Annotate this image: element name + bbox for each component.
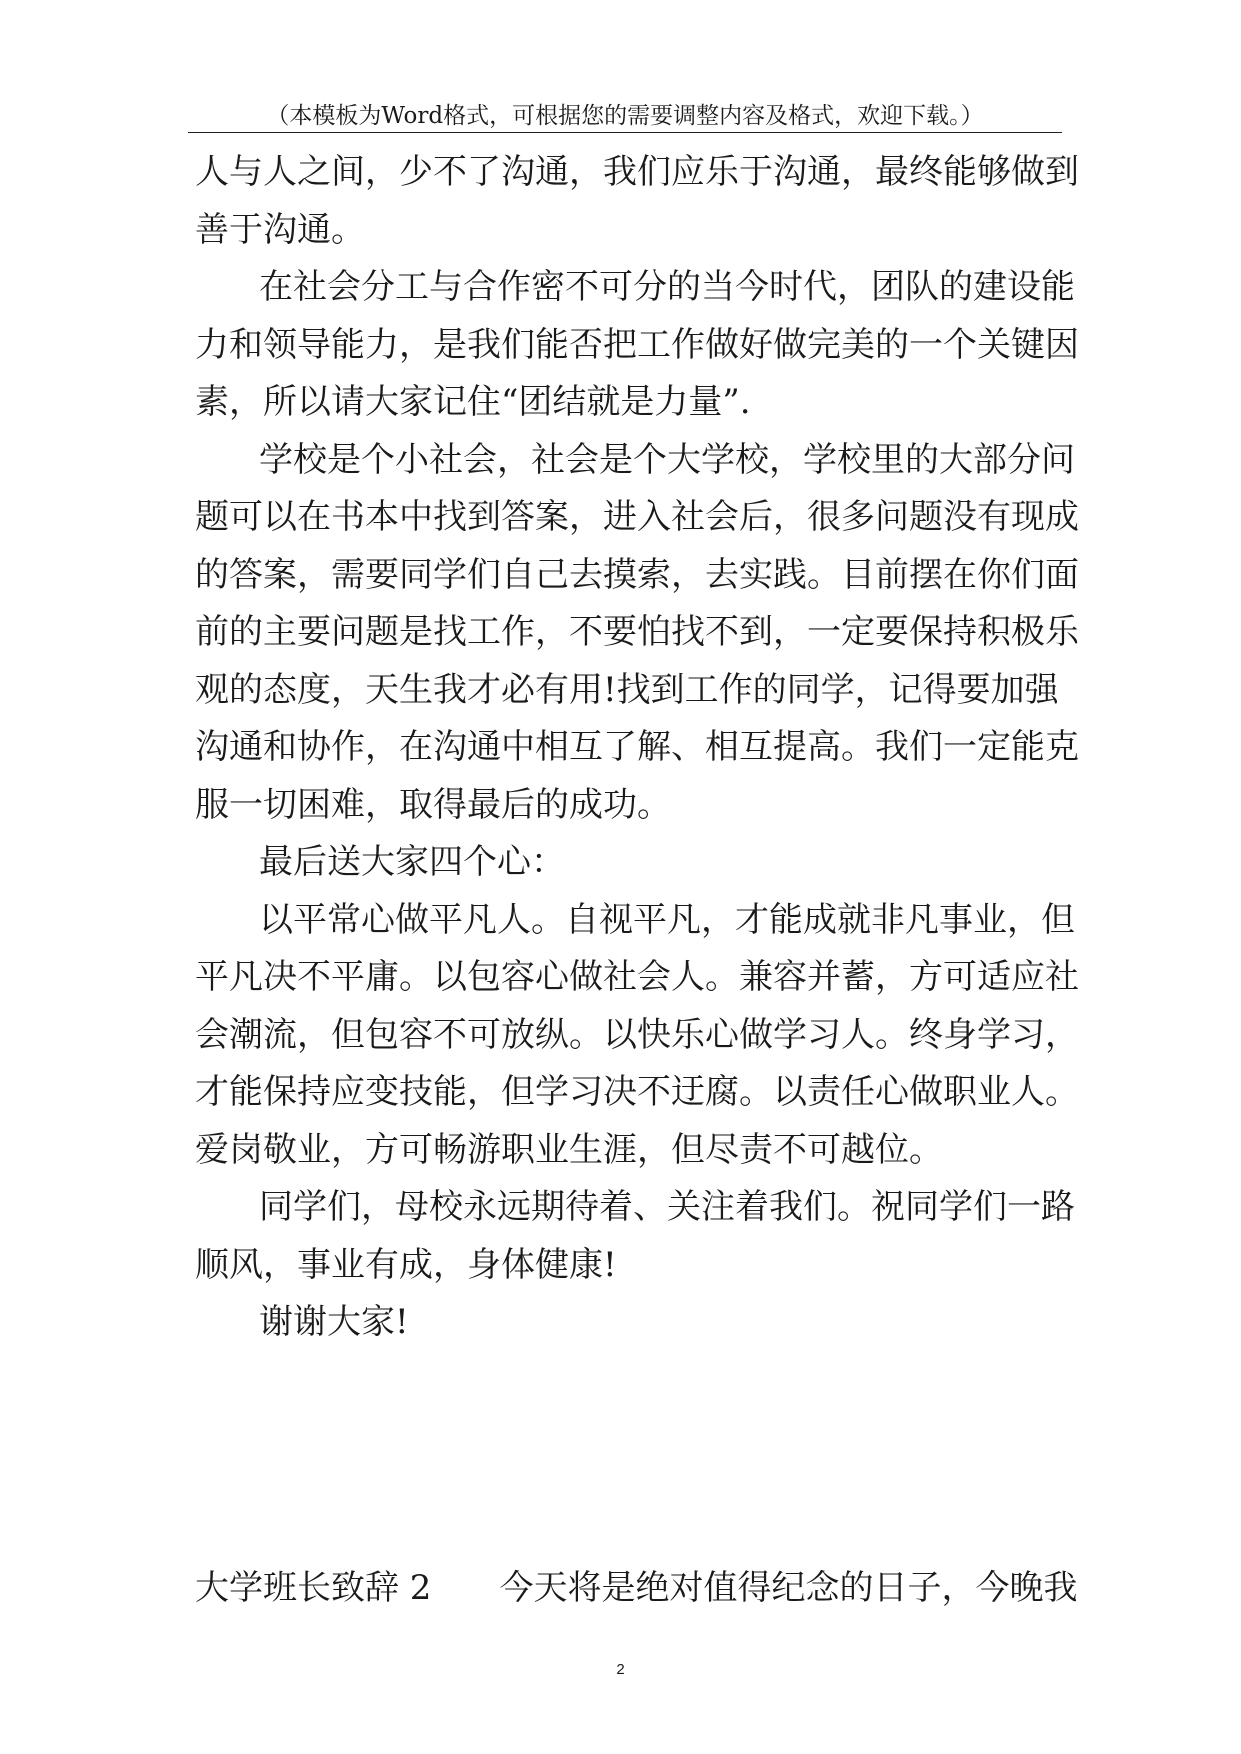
paragraph-first-line: 同学们，母校永远期待着、关注着我们。祝同学们一路 <box>259 1187 1075 1227</box>
paragraph-first-line: 学校是个小社会，社会是个大学校，学校里的大部分问 <box>259 440 1075 480</box>
body-line: 平凡决不平庸。以包容心做社会人。兼容并蓄，方可适应社 <box>195 957 1079 997</box>
template-note-header: （本模板为Word格式，可根据您的需要调整内容及格式，欢迎下载。） <box>266 103 984 129</box>
body-line: 人与人之间，少不了沟通，我们应乐于沟通，最终能够做到 <box>195 152 1079 192</box>
section-title: 大学班长致辞 2 <box>195 1568 432 1608</box>
body-line: 善于沟通。 <box>195 210 365 250</box>
section-heading-line <box>195 1563 1077 1613</box>
body-line: 顺风，事业有成，身体健康! <box>195 1245 617 1285</box>
body-line: 前的主要问题是找工作，不要怕找不到，一定要保持积极乐 <box>195 612 1079 652</box>
body-line: 才能保持应变技能，但学习决不迂腐。以责任心做职业人。 <box>195 1072 1079 1112</box>
body-line: 题可以在书本中找到答案，进入社会后，很多问题没有现成 <box>195 497 1079 537</box>
body-line: 爱岗敬业，方可畅游职业生涯，但尽责不可越位。 <box>195 1130 943 1170</box>
body-line: 观的态度，天生我才必有用!找到工作的同学，记得要加强 <box>195 670 1059 710</box>
body-line: 素，所以请大家记住“团结就是力量”. <box>195 382 751 422</box>
paragraph-first-line: 以平常心做平凡人。自视平凡，才能成就非凡事业，但 <box>259 900 1075 940</box>
paragraph-first-line: 最后送大家四个心： <box>259 842 565 882</box>
body-line: 力和领导能力，是我们能否把工作做好做完美的一个关键因 <box>195 325 1079 365</box>
paragraph-first-line: 谢谢大家! <box>259 1302 409 1342</box>
body-line: 会潮流，但包容不可放纵。以快乐心做学习人。终身学习， <box>195 1015 1079 1055</box>
page-number: 2 <box>616 1661 625 1678</box>
body-line: 服一切困难，取得最后的成功。 <box>195 785 671 825</box>
body-line: 沟通和协作，在沟通中相互了解、相互提高。我们一定能克 <box>195 727 1079 767</box>
body-line: 的答案，需要同学们自己去摸索，去实践。目前摆在你们面 <box>195 555 1079 595</box>
section-first-line: 今天将是绝对值得纪念的日子，今晚我 <box>499 1568 1078 1608</box>
header-divider <box>188 132 1062 133</box>
paragraph-first-line: 在社会分工与合作密不可分的当今时代，团队的建设能 <box>259 267 1075 307</box>
